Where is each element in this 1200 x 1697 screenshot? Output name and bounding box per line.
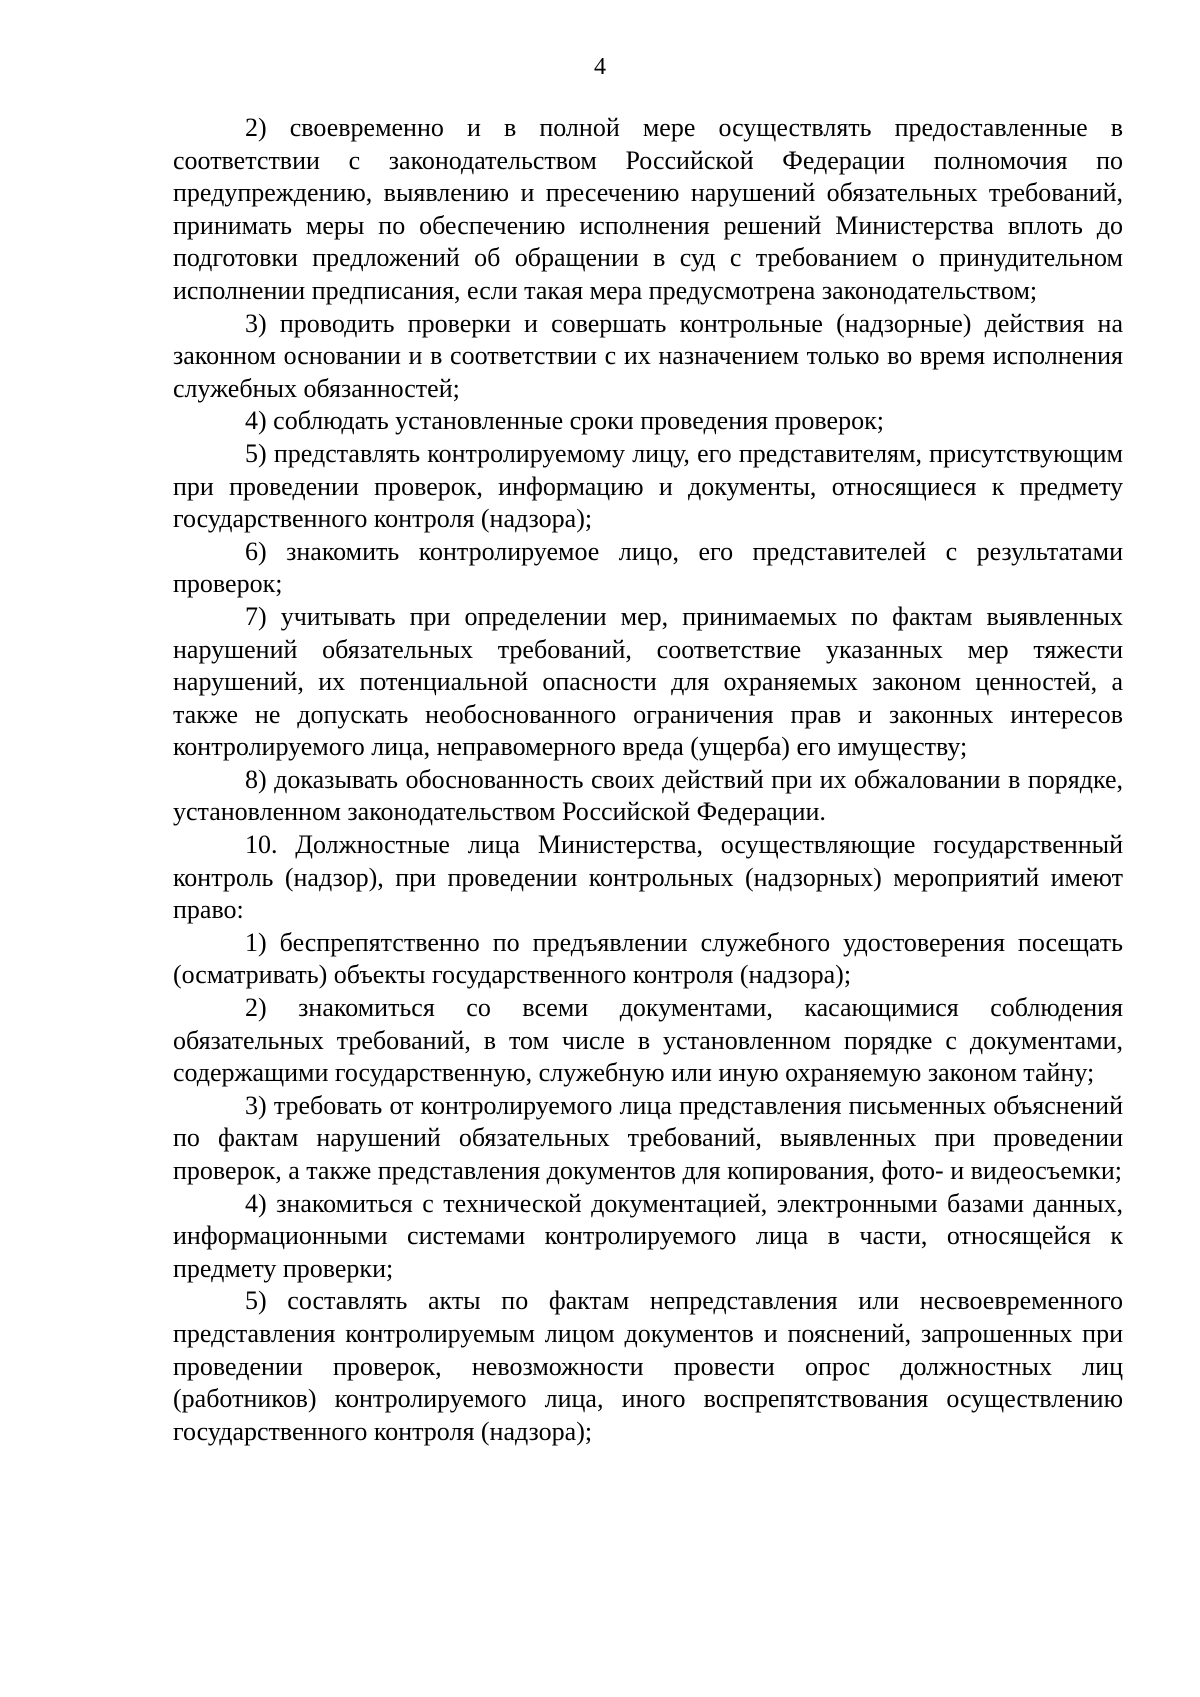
document-body xyxy=(173,112,1123,1448)
paragraph-obligation-4: 4) соблюдать установленные сроки проведения проверок; xyxy=(245,406,884,436)
paragraph-obligation-3: 3) проводить проверки и совершать контрольные (надзорные) действия на законном основании и в соответствии с их назначением только во время исполнения служебных обязанностей; xyxy=(173,308,1123,403)
paragraph-obligation-8: 8) доказывать обоснованность своих действий при их обжаловании в порядке, установленном законодательством Российской Федерации. xyxy=(173,764,1123,827)
paragraph-section-10: 10. Должностные лица Министерства, осуществляющие государственный контроль (надзор), при проведении контрольных (надзорных) мероприятий имеют право: xyxy=(173,830,1123,925)
paragraph-right-4: 4) знакомиться с технической документацией, электронными базами данных, информационными системами контролируемого лица в части, относящейся к предмету проверки; xyxy=(173,1188,1123,1283)
paragraph-right-1: 1) беспрепятственно по предъявлении служебного удостоверения посещать (осматривать) объекты государственного контроля (надзора); xyxy=(173,927,1123,990)
paragraph-obligation-6: 6) знакомить контролируемое лицо, его представителей с результатами проверок; xyxy=(173,536,1123,599)
page-number: 4 xyxy=(594,54,606,80)
paragraph-right-3: 3) требовать от контролируемого лица представления письменных объяснений по фактам нарушений обязательных требований, выявленных при проведении проверок, а также представления документов для копирования, фото- и видеосъемки; xyxy=(173,1090,1123,1185)
paragraph-obligation-7: 7) учитывать при определении мер, принимаемых по фактам выявленных нарушений обязательных требований, соответствие указанных мер тяжести нарушений, их потенциальной опасности для охраняемых законом ценностей, а также не допускать необоснованного ограничения прав и законных интересов контролируемого лица, неправомерного вреда (ущерба) его имуществу; xyxy=(173,601,1123,762)
paragraph-obligation-5: 5) представлять контролируемому лицу, его представителям, присутствующим при проведении проверок, информацию и документы, относящиеся к предмету государственного контроля (надзора); xyxy=(173,438,1123,534)
paragraph-right-2: 2) знакомиться со всеми документами, касающимися соблюдения обязательных требований, в том числе в установленном порядке с документами, содержащими государственную, служебную или иную охраняемую законом тайну; xyxy=(173,993,1123,1088)
paragraph-right-5: 5) составлять акты по фактам непредставления или несвоевременного представления контролируемым лицом документов и пояснений, запрошенных при проведении проверок, невозможности провести опрос должностных лиц (работников) контролируемого лица, иного воспрепятствования осуществлению государственного контроля (надзора); xyxy=(173,1286,1123,1446)
paragraph-obligation-2: 2) своевременно и в полной мере осуществлять предоставленные в соответствии с законодательством Российской Федерации полномочия по предупреждению, выявлению и пресечению нарушений обязательных требований, принимать меры по обеспечению исполнения решений Министерства вплоть до подготовки предложений об обращении в суд с требованием о принудительном исполнении предписания, если такая мера предусмотрена законодательством; xyxy=(173,113,1123,305)
